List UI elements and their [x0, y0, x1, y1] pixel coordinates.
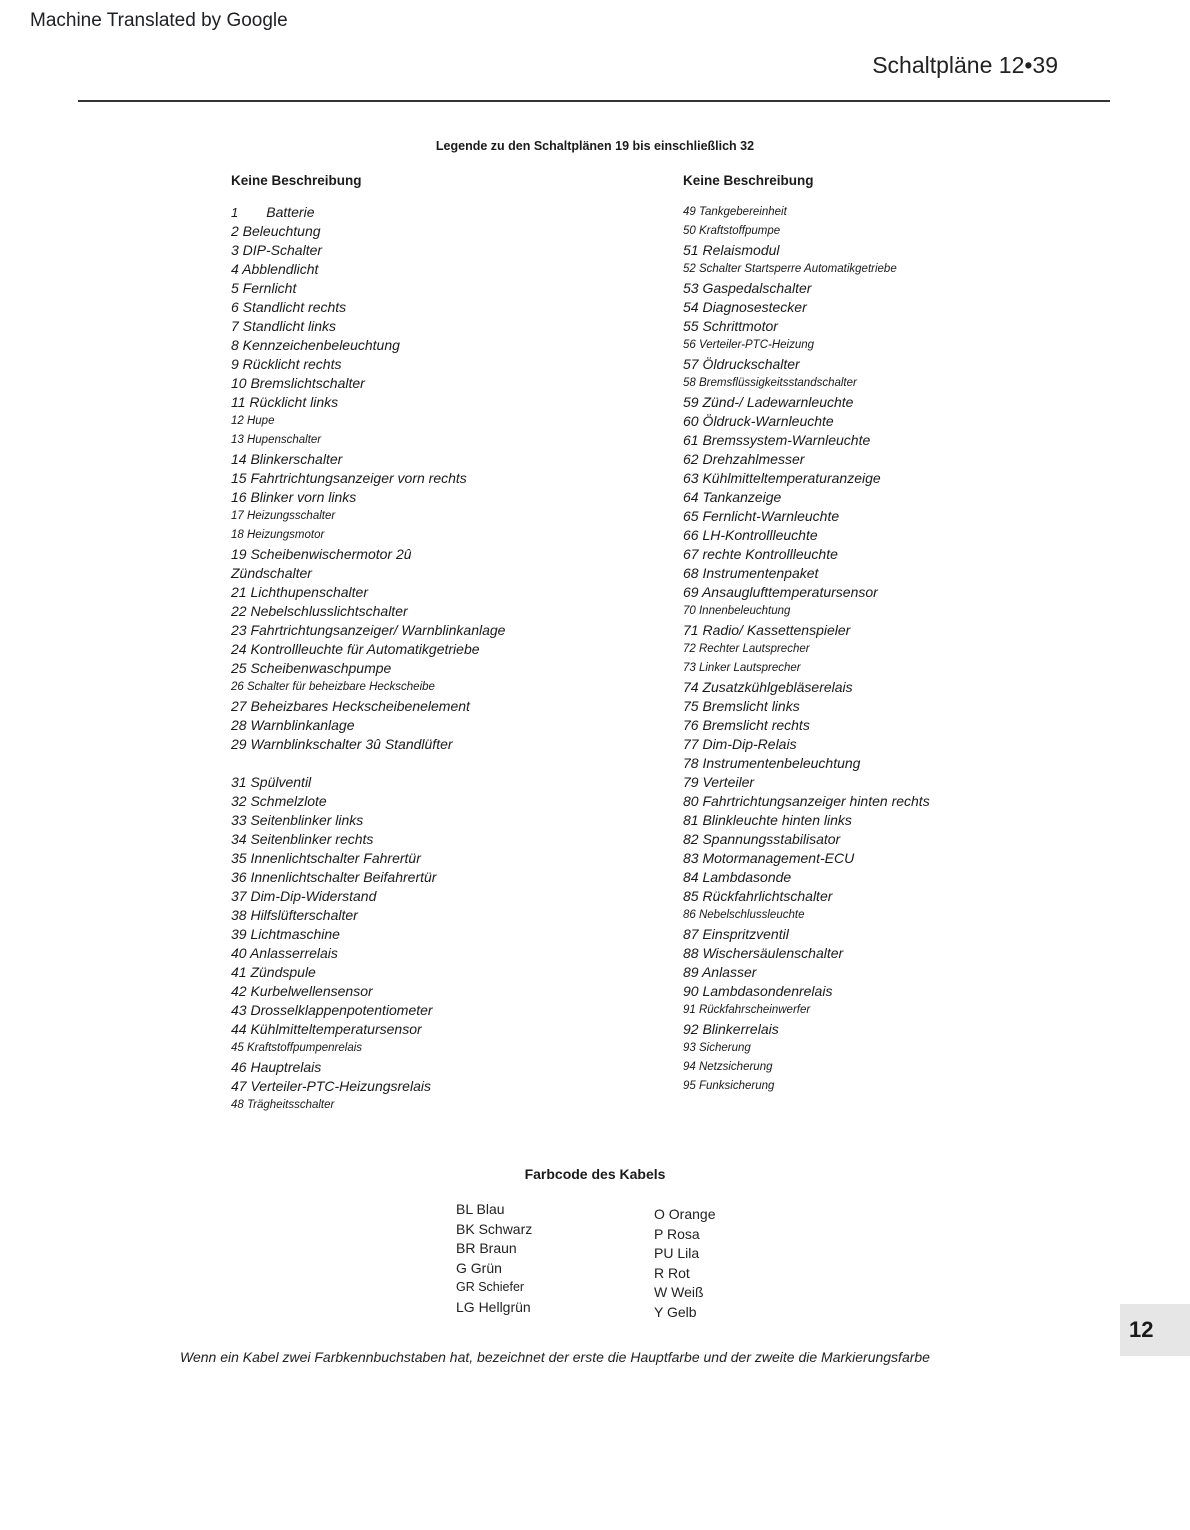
legend-item	[231, 374, 671, 393]
legend-item	[231, 469, 671, 488]
legend-item	[683, 1039, 1123, 1058]
legend-item-text: 23 Fahrtrichtungsanzeiger/ Warnblinkanlage	[231, 622, 506, 638]
legend-item-text: 73 Linker Lautsprecher	[683, 662, 801, 674]
legend-item	[231, 792, 671, 811]
legend-item	[683, 222, 1123, 241]
legend-item	[231, 849, 671, 868]
legend-item-text: 39 Lichtmaschine	[231, 926, 340, 942]
color-code-item	[456, 1200, 532, 1220]
legend-item-text: 14 Blinkerschalter	[231, 451, 343, 467]
legend-item	[231, 412, 671, 431]
legend-item-text: 66 LH-Kontrollleuchte	[683, 527, 818, 543]
legend-item-text: 9 Rücklicht rechts	[231, 356, 342, 372]
color-code-footnote: Wenn ein Kabel zwei Farbkennbuchstaben hat, bezeichnet der erste die Hauptfarbe und der zweite die Markierungsfarbe	[180, 1349, 930, 1365]
legend-item	[683, 659, 1123, 678]
legend-item-text: 41 Zündspule	[231, 964, 316, 980]
legend-item	[683, 431, 1123, 450]
legend-item-text: 93 Sicherung	[683, 1042, 751, 1054]
legend-item-text: 2 Beleuchtung	[231, 223, 321, 239]
color-code-title: Farbcode des Kabels	[524, 1166, 666, 1182]
legend-item-text: 52 Schalter Startsperre Automatikgetriebe	[683, 263, 897, 275]
color-code-item	[456, 1298, 532, 1318]
legend-item	[231, 241, 671, 260]
legend-item	[683, 868, 1123, 887]
legend-item-text: 35 Innenlichtschalter Fahrertür	[231, 850, 421, 866]
legend-item	[231, 906, 671, 925]
legend-item	[683, 1001, 1123, 1020]
legend-item-text: 48 Trägheitsschalter	[231, 1099, 335, 1111]
legend-item-text: 11 Rücklicht links	[231, 394, 339, 410]
legend-column-heading-left: Keine Beschreibung	[231, 173, 362, 188]
legend-item-text: 63 Kühlmitteltemperaturanzeige	[683, 470, 881, 486]
legend-item-text: 47 Verteiler-PTC-Heizungsrelais	[231, 1078, 431, 1094]
legend-item	[683, 298, 1123, 317]
legend-item-text: 69 Ansauglufttemperatursensor	[683, 584, 878, 600]
legend-item	[231, 716, 671, 735]
color-code-item	[456, 1239, 532, 1259]
legend-item	[231, 1058, 671, 1077]
color-code-item-text: GR Schiefer	[456, 1280, 525, 1294]
legend-item-text: 1	[231, 205, 239, 220]
legend-item	[231, 1001, 671, 1020]
legend-item	[231, 545, 671, 564]
legend-item	[683, 773, 1123, 792]
legend-item-text: 50 Kraftstoffpumpe	[683, 225, 781, 237]
legend-item-text: 70 Innenbeleuchtung	[683, 605, 791, 617]
color-code-item-text: PU Lila	[654, 1245, 700, 1261]
legend-item-text: 29 Warnblinkschalter 3û Standlüfter	[231, 736, 453, 752]
legend-item	[683, 450, 1123, 469]
legend-item	[231, 830, 671, 849]
legend-item	[231, 393, 671, 412]
legend-item	[683, 507, 1123, 526]
legend-item-text: 5 Fernlicht	[231, 280, 297, 296]
legend-item-text: 6 Standlicht rechts	[231, 299, 347, 315]
color-code-item	[654, 1225, 715, 1245]
legend-item	[683, 678, 1123, 697]
legend-item	[683, 621, 1123, 640]
legend-item-text: 43 Drosselklappenpotentiometer	[231, 1002, 433, 1018]
legend-item	[683, 412, 1123, 431]
legend-item-text: 83 Motormanagement-ECU	[683, 850, 855, 866]
legend-item-text: 84 Lambdasonde	[683, 869, 792, 885]
legend-item-text: 28 Warnblinkanlage	[231, 717, 355, 733]
legend-item	[231, 735, 671, 754]
legend-item-text: 55 Schrittmotor	[683, 318, 778, 334]
legend-item	[231, 773, 671, 792]
legend-item-text: 36 Innenlichtschalter Beifahrertür	[231, 869, 437, 885]
legend-item-text: 87 Einspritzventil	[683, 926, 789, 942]
legend-item-text: 46 Hauptrelais	[231, 1059, 322, 1075]
legend-title: Legende zu den Schaltplänen 19 bis einschließlich 32	[435, 139, 755, 153]
header-divider	[78, 100, 1110, 102]
legend-item	[231, 298, 671, 317]
legend-item	[683, 735, 1123, 754]
legend-item	[231, 621, 671, 640]
color-code-item-text: Y Gelb	[654, 1303, 697, 1320]
color-code-item	[654, 1303, 715, 1323]
color-code-item	[654, 1244, 715, 1264]
legend-item-text: 90 Lambdasondenrelais	[683, 983, 833, 999]
page-title: Schaltpläne 12•39	[872, 52, 1058, 78]
legend-item-text: 3 DIP-Schalter	[231, 242, 323, 258]
legend-column-heading-right: Keine Beschreibung	[683, 173, 814, 188]
legend-item-text: 67 rechte Kontrollleuchte	[683, 546, 838, 562]
legend-item-text: 22 Nebelschlusslichtschalter	[231, 603, 408, 619]
legend-item-text: 61 Bremssystem-Warnleuchte	[683, 432, 871, 448]
legend-item-text: 42 Kurbelwellensensor	[231, 983, 373, 999]
legend-item	[683, 925, 1123, 944]
legend-item	[683, 336, 1123, 355]
legend-item	[231, 868, 671, 887]
legend-item	[683, 469, 1123, 488]
legend-item-text: 77 Dim-Dip-Relais	[683, 736, 797, 752]
legend-item-text: 65 Fernlicht-Warnleuchte	[683, 508, 840, 524]
legend-item-text: 40 Anlasserrelais	[231, 945, 338, 961]
color-code-item	[654, 1264, 715, 1284]
legend-item	[683, 887, 1123, 906]
legend-item-text: 19 Scheibenwischermotor 2û	[231, 546, 412, 562]
legend-item	[231, 336, 671, 355]
legend-item-text: 24 Kontrollleuchte für Automatikgetriebe	[231, 641, 480, 657]
legend-item-text: 8 Kennzeichenbeleuchtung	[231, 337, 400, 353]
legend-item	[231, 1096, 671, 1115]
color-code-item-text: R Rot	[654, 1264, 690, 1281]
legend-item-text: 81 Blinkleuchte hinten links	[683, 812, 852, 828]
legend-item-text: 54 Diagnosestecker	[683, 299, 807, 315]
legend-item	[683, 640, 1123, 659]
legend-item	[683, 241, 1123, 260]
legend-item-text: 45 Kraftstoffpumpenrelais	[231, 1042, 363, 1054]
legend-item-text: 64 Tankanzeige	[683, 489, 782, 505]
legend-item-text: 53 Gaspedalschalter	[683, 280, 812, 296]
legend-item-text: 10 Bremslichtschalter	[231, 375, 365, 391]
legend-item	[231, 678, 671, 697]
legend-item-text: 68 Instrumentenpaket	[683, 565, 819, 581]
legend-item-text: 89 Anlasser	[683, 964, 757, 980]
legend-item	[683, 545, 1123, 564]
legend-item	[683, 488, 1123, 507]
legend-item-text: 37 Dim-Dip-Widerstand	[231, 888, 377, 904]
legend-item	[683, 944, 1123, 963]
legend-item	[231, 203, 671, 222]
legend-item-text: 58 Bremsflüssigkeitsstandschalter	[683, 377, 857, 389]
legend-item	[231, 640, 671, 659]
legend-item-text: 26 Schalter für beheizbare Heckscheibe	[231, 681, 435, 693]
legend-item	[231, 697, 671, 716]
legend-item	[683, 811, 1123, 830]
legend-item-text: 21 Lichthupenschalter	[231, 584, 368, 600]
legend-item	[683, 754, 1123, 773]
legend-item	[231, 1020, 671, 1039]
color-code-list-left	[456, 1200, 532, 1317]
legend-item-text: 78 Instrumentenbeleuchtung	[683, 755, 861, 771]
legend-item	[683, 1058, 1123, 1077]
legend-item-text: 80 Fahrtrichtungsanzeiger hinten rechts	[683, 793, 930, 809]
legend-item-text: 85 Rückfahrlichtschalter	[683, 888, 833, 904]
legend-item	[231, 811, 671, 830]
legend-item-text: 32 Schmelzlote	[231, 793, 327, 809]
legend-item-text: 18 Heizungsmotor	[231, 529, 325, 541]
legend-item	[231, 488, 671, 507]
legend-item-text: 82 Spannungsstabilisator	[683, 831, 841, 847]
legend-item-text: 15 Fahrtrichtungsanzeiger vorn rechts	[231, 470, 467, 486]
legend-item	[683, 716, 1123, 735]
legend-item	[683, 393, 1123, 412]
legend-item-text: 60 Öldruck-Warnleuchte	[683, 413, 834, 429]
legend-item-text: 12 Hupe	[231, 415, 275, 427]
legend-item	[683, 1077, 1123, 1096]
legend-item-text: 38 Hilfslüfterschalter	[231, 907, 358, 923]
color-code-item	[456, 1278, 532, 1298]
legend-item-text: 71 Radio/ Kassettenspieler	[683, 622, 851, 638]
legend-item	[231, 1039, 671, 1058]
legend-item	[231, 963, 671, 982]
legend-item	[683, 602, 1123, 621]
legend-item	[683, 583, 1123, 602]
legend-item-text: 13 Hupenschalter	[231, 434, 322, 446]
legend-item-text: 56 Verteiler-PTC-Heizung	[683, 339, 815, 351]
legend-item	[683, 1020, 1123, 1039]
legend-item-text: 31 Spülventil	[231, 774, 312, 790]
legend-item-description: Batterie	[266, 204, 315, 220]
legend-item	[683, 355, 1123, 374]
legend-item-text: 7 Standlicht links	[231, 318, 337, 334]
legend-item	[231, 526, 671, 545]
legend-item-text: 76 Bremslicht rechts	[683, 717, 810, 733]
legend-item	[231, 260, 671, 279]
color-code-item-text: O Orange	[654, 1206, 716, 1222]
legend-item	[683, 526, 1123, 545]
legend-item	[683, 203, 1123, 222]
legend-item	[231, 431, 671, 450]
legend-item-text: 59 Zünd-/ Ladewarnleuchte	[683, 394, 854, 410]
legend-item	[683, 963, 1123, 982]
legend-item-text: 25 Scheibenwaschpumpe	[231, 660, 392, 676]
legend-item	[683, 792, 1123, 811]
machine-translation-banner: Machine Translated by Google	[30, 10, 288, 31]
legend-item-text: 16 Blinker vorn links	[231, 489, 357, 505]
legend-item	[683, 317, 1123, 336]
legend-item-text: 17 Heizungsschalter	[231, 510, 336, 522]
legend-list-right	[683, 203, 1123, 1096]
chapter-tab: 12	[1120, 1304, 1190, 1356]
legend-item-text: 79 Verteiler	[683, 774, 755, 790]
legend-item	[683, 830, 1123, 849]
legend-item	[683, 279, 1123, 298]
legend-item	[231, 1077, 671, 1096]
legend-item	[683, 260, 1123, 279]
legend-item-text: 44 Kühlmitteltemperatursensor	[231, 1021, 422, 1037]
legend-item	[231, 450, 671, 469]
color-code-list-right	[654, 1205, 715, 1322]
legend-item-text: 75 Bremslicht links	[683, 698, 800, 714]
color-code-item-text: P Rosa	[654, 1225, 700, 1242]
legend-item	[231, 602, 671, 621]
legend-item	[231, 279, 671, 298]
legend-item	[231, 887, 671, 906]
legend-item	[231, 355, 671, 374]
legend-item-text: 91 Rückfahrscheinwerfer	[683, 1004, 811, 1016]
legend-item	[683, 697, 1123, 716]
legend-item	[231, 982, 671, 1001]
legend-item	[231, 507, 671, 526]
color-code-item	[654, 1283, 715, 1303]
legend-item	[683, 564, 1123, 583]
legend-item-text: 74 Zusatzkühlgebläserelais	[683, 679, 853, 695]
legend-list-left	[231, 203, 671, 1115]
legend-item	[683, 849, 1123, 868]
legend-item-text: 49 Tankgebereinheit	[683, 206, 787, 218]
legend-item-text: 88 Wischersäulenschalter	[683, 945, 844, 961]
legend-item	[231, 317, 671, 336]
legend-item	[683, 906, 1123, 925]
legend-item-text: 27 Beheizbares Heckscheibenelement	[231, 698, 470, 714]
legend-item-text: 57 Öldruckschalter	[683, 356, 800, 372]
color-code-item-text: BL Blau	[456, 1201, 505, 1217]
legend-item	[231, 564, 671, 583]
legend-item	[231, 659, 671, 678]
color-code-item-text: LG Hellgrün	[456, 1298, 531, 1315]
legend-item	[231, 944, 671, 963]
legend-item	[683, 374, 1123, 393]
legend-item	[231, 583, 671, 602]
legend-item	[231, 925, 671, 944]
legend-item-text: 86 Nebelschlussleuchte	[683, 909, 805, 921]
color-code-item-text: BR Braun	[456, 1240, 517, 1256]
legend-item-text: 62 Drehzahlmesser	[683, 451, 805, 467]
legend-item-text: 72 Rechter Lautsprecher	[683, 643, 810, 655]
legend-item	[683, 982, 1123, 1001]
color-code-item	[456, 1220, 532, 1240]
legend-item-text: 95 Funksicherung	[683, 1080, 775, 1092]
legend-item-text: 34 Seitenblinker rechts	[231, 831, 374, 847]
legend-item-text: 92 Blinkerrelais	[683, 1021, 779, 1037]
color-code-item-text: W Weiß	[654, 1284, 704, 1300]
legend-item	[231, 222, 671, 241]
legend-item-text: 51 Relaismodul	[683, 242, 780, 258]
legend-item-text: 33 Seitenblinker links	[231, 812, 364, 828]
color-code-item	[654, 1205, 715, 1225]
color-code-item-text: G Grün	[456, 1259, 502, 1276]
legend-item-text: Zündschalter	[231, 565, 312, 581]
color-code-item	[456, 1259, 532, 1279]
legend-item-text: 4 Abblendlicht	[231, 261, 319, 277]
legend-item-text: 94 Netzsicherung	[683, 1061, 773, 1073]
color-code-item-text: BK Schwarz	[456, 1220, 533, 1237]
